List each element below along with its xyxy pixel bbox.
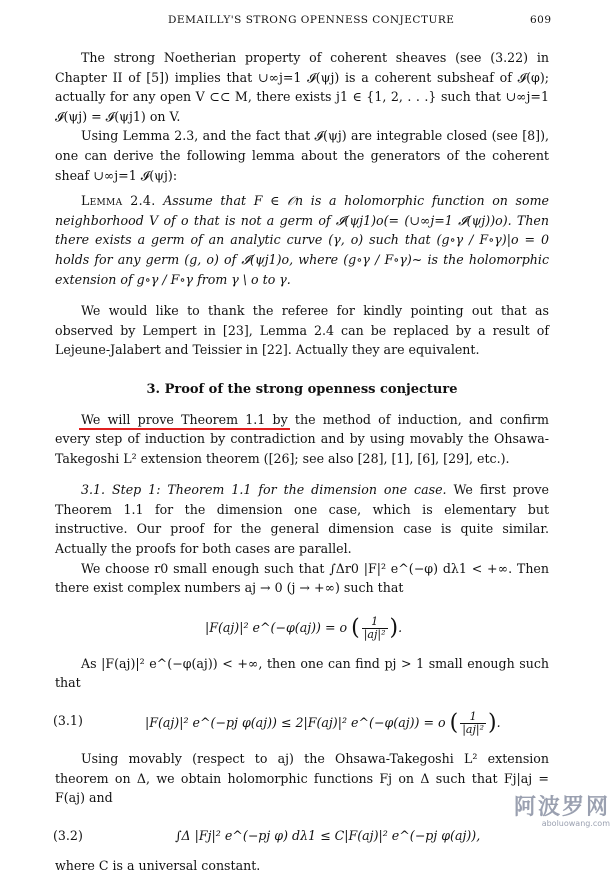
paragraph-choose-r0: We choose r0 small enough such that ∫Δr0 |F|² e^(−φ) dλ1 < +∞. Then there exist complex numbers aj → 0 (j → +∞) such that xyxy=(55,560,549,596)
eq-a-fraction xyxy=(362,616,388,641)
step-1-heading: 3.1. Step 1: Theorem 1.1 for the dimension one case. xyxy=(81,482,447,498)
equation-3-1-tag: (3.1) xyxy=(53,713,83,729)
eq-a-den: |aj|² xyxy=(363,627,386,641)
eq-a-paren-open: ( xyxy=(351,615,360,641)
equation-3-1-body xyxy=(145,711,501,736)
red-underline xyxy=(79,428,290,430)
equation-3-2 xyxy=(55,814,549,850)
induction-rest: the method of induction, and confirm every step of induction by contradiction and by using movably the Ohsawa-Takegoshi L² extension theorem ([26]; see also [28], [1], [6], [29], etc.). xyxy=(55,411,549,466)
paragraph-lemma-intro: Using Lemma 2.3, and the fact that 𝓘(ψj) are integrable closed (see [8]), one can derive the following lemma about the generators of the coherent sheaf ∪∞j=1 𝓘(ψj): xyxy=(55,128,549,183)
paragraph-find-pj: As |F(aj)|² e^(−φ(aj)) < +∞, then one can find pj > 1 small enough such that xyxy=(55,655,549,691)
page-number: 609 xyxy=(530,14,552,26)
equation-unnumbered-body xyxy=(205,616,402,641)
paragraph-acknowledgement: We would like to thank the referee for kindly pointing out that as observed by Lempert in [23], Lemma 2.4 can be replaced by a result of Lejeune-Jalabert and Teissier in [22]. Actually they are equivalent. xyxy=(55,303,549,358)
paragraph-ohsawa-takegoshi: Using movably (respect to aj) the Ohsawa-Takegoshi L² extension theorem on Δ, we obtain holomorphic functions Fj on Δ such that Fj|aj = F(aj) and xyxy=(55,751,549,806)
lemma-text: Assume that F ∈ 𝒪n is a holomorphic function on some neighborhood V of o that is not a germ of 𝓘(ψj1)o(= (∪∞j=1 𝓘(ψj))o). Then there exists a germ of an analytic curve (γ, o) such that (g∘γ / F∘γ)|o = 0 holds for any germ (g, o) of 𝓘(ψj1)o, where (g∘γ / F∘γ)~ is the holomorphic extension of g∘γ / F∘γ from γ \ o to γ. xyxy=(55,193,549,287)
step-1-text: We first prove Theorem 1.1 for the dimension one case, which is elementary but instructive. Our proof for the general dimension case is quite similar. Actually the proofs for both cases are parallel. xyxy=(55,482,549,557)
equation-3-1 xyxy=(55,699,549,743)
text-body xyxy=(55,48,549,875)
eq31-paren-open: ( xyxy=(449,710,459,736)
eq-a-lhs: |F(aj)|² e^(−φ(aj)) = o xyxy=(205,619,348,635)
paragraph-noetherian: The strong Noetherian property of coherent sheaves (see (3.22) in Chapter II of [5]) implies that ∪∞j=1 𝓘(ψj) is a coherent subsheaf of 𝓘(φ); actually for any open V ⊂⊂ M, there exists j1 ∈ {1, 2, . . .} such that ∪∞j=1 𝓘(ψj) = 𝓘(ψj1) on V. xyxy=(55,50,549,124)
running-title: DEMAILLY'S STRONG OPENNESS CONJECTURE xyxy=(168,14,455,26)
eq-a-tail: . xyxy=(398,619,403,635)
paragraph-induction xyxy=(55,410,549,469)
watermark-logo xyxy=(490,790,610,828)
eq31-num: 1 xyxy=(460,711,486,724)
underlined-phrase xyxy=(81,412,288,427)
paragraph-step-1 xyxy=(55,480,549,558)
eq31-den: |aj|² xyxy=(462,723,485,737)
lemma-2-4 xyxy=(55,191,549,289)
underlined-text: We will prove Theorem 1.1 by xyxy=(81,411,288,427)
running-header xyxy=(0,14,615,30)
equation-unnumbered xyxy=(55,604,549,648)
equation-3-2-body: ∫Δ |Fj|² e^(−pj φ) dλ1 ≤ C|F(aj)|² e^(−pj φ(aj)), xyxy=(175,827,481,843)
eq31-lhs: |F(aj)|² e^(−pj φ(aj)) ≤ 2|F(aj)|² e^(−φ(aj)) = o xyxy=(145,715,446,731)
lemma-label: Lemma 2.4. xyxy=(81,193,156,209)
watermark-chinese: 阿波罗网 xyxy=(513,795,610,820)
equation-3-2-tag: (3.2) xyxy=(53,827,83,843)
paragraph-constant: where C is a universal constant. xyxy=(55,857,261,873)
eq31-paren-close: ) xyxy=(488,710,497,736)
watermark-url: aboluowang.com xyxy=(541,819,610,828)
eq-a-num: 1 xyxy=(362,616,388,629)
eq-a-paren-close: ) xyxy=(389,615,399,641)
eq31-tail: . xyxy=(496,715,501,731)
eq31-fraction xyxy=(460,711,486,736)
section-heading: 3. Proof of the strong openness conjecture xyxy=(146,381,458,397)
